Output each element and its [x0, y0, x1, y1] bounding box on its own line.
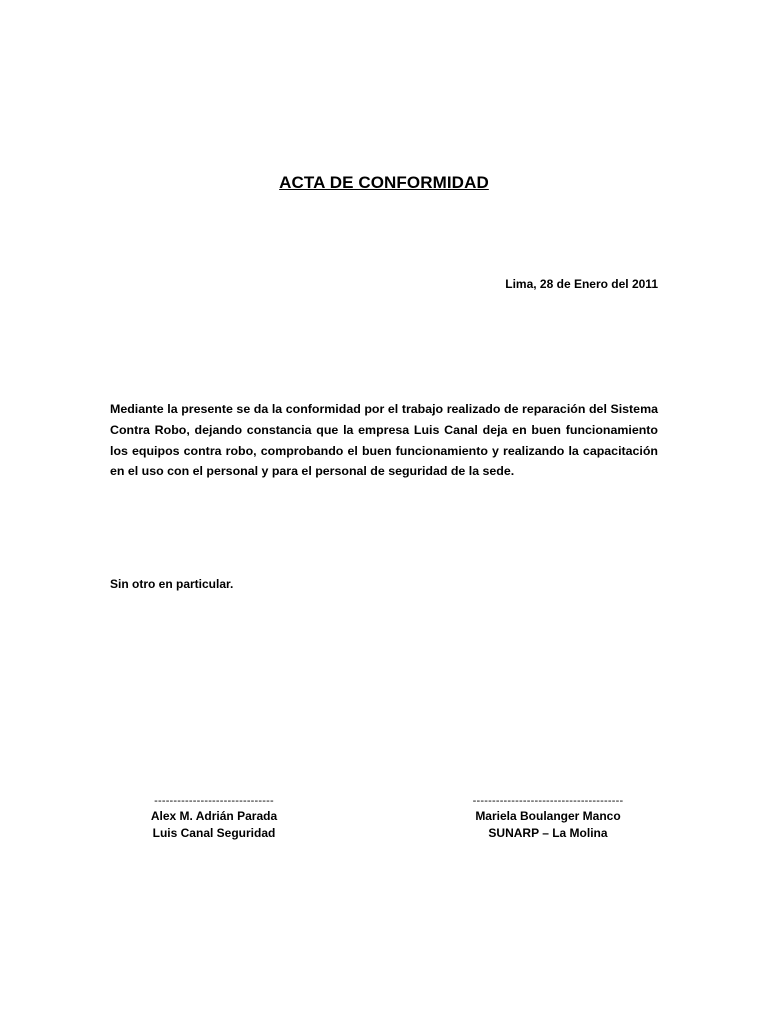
signature-block-right	[448, 794, 648, 842]
signatory-name-right: Mariela Boulanger Manco	[475, 809, 621, 823]
signatory-name-left: Alex M. Adrián Parada	[150, 809, 278, 823]
signature-line-right: ---------------------------------------	[472, 795, 624, 807]
document-date: Lima, 28 de Enero del 2011	[505, 277, 658, 291]
signature-line-left: -------------------------------	[154, 795, 274, 807]
document-title: ACTA DE CONFORMIDAD	[279, 173, 489, 192]
closing-line: Sin otro en particular.	[110, 577, 234, 591]
document-body: Mediante la presente se da la conformidad por el trabajo realizado de reparación del Sistema Contra Robo, dejando constancia que la empresa Luis Canal deja en buen funcionamiento los equipos contra robo, comprobando el buen funcionamiento y realizando la capacitación en el uso con el personal y para el personal de seguridad de la sede.	[110, 402, 658, 479]
signatory-organization-right: SUNARP – La Molina	[488, 826, 608, 840]
signature-block-left	[134, 794, 294, 842]
signatory-organization-left: Luis Canal Seguridad	[152, 826, 276, 840]
